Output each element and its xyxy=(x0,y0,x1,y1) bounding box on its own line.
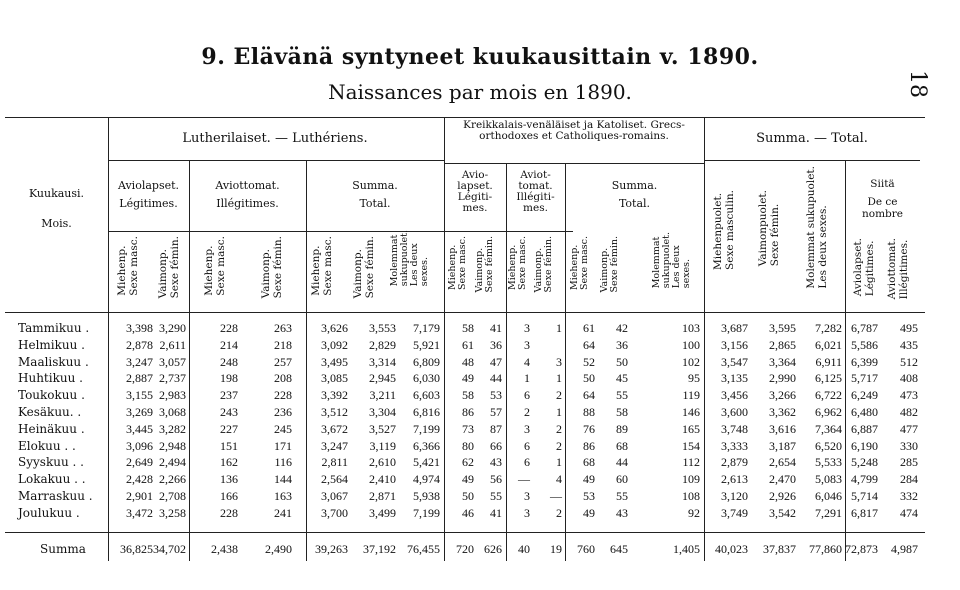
page-title: 9. Elävänä syntyneet kuukausittain v. 1890. xyxy=(201,44,759,70)
summa-cell: 4,987 xyxy=(891,542,918,556)
header-female: Vaimonp. Sexe fémin. xyxy=(157,236,181,299)
table-cell: 332 xyxy=(900,489,918,503)
table-cell: 5,533 xyxy=(815,455,842,470)
summa-cell: 1,405 xyxy=(673,542,700,556)
summa-row-label: Summa xyxy=(40,542,86,556)
table-cell: 3,304 xyxy=(369,405,396,419)
table-cell: 86 xyxy=(462,405,474,419)
table-cell: 473 xyxy=(900,388,918,403)
table-cell: 208 xyxy=(274,371,292,386)
summa-cell: 645 xyxy=(610,542,628,556)
table-cell: 6,722 xyxy=(815,388,842,403)
table-cell: 171 xyxy=(274,438,292,453)
month-label: Toukokuu . xyxy=(18,388,85,403)
table-cell: 2,948 xyxy=(159,438,186,453)
table-cell: 144 xyxy=(274,472,292,487)
table-cell: 241 xyxy=(274,505,292,520)
table-cell: 3,547 xyxy=(721,354,748,369)
table-cell: 3,445 xyxy=(126,421,153,436)
table-cell: 5,586 xyxy=(851,337,878,352)
header-both: Molemmat sukupuolet. Les deux sexes. xyxy=(651,232,692,289)
month-label: Joulukuu . xyxy=(18,505,80,520)
summa-cell: 36,825 xyxy=(120,542,153,556)
month-label: Heinäkuu . xyxy=(18,421,85,436)
table-cell: 3,495 xyxy=(321,354,348,369)
table-cell: 55 xyxy=(616,388,628,403)
table-cell: 6,809 xyxy=(413,354,440,369)
summa-cell: 40 xyxy=(518,542,530,556)
table-cell: 1 xyxy=(556,405,562,419)
table-cell: 50 xyxy=(616,354,628,369)
table-cell: 3,600 xyxy=(721,405,748,419)
table-cell: 3,749 xyxy=(721,505,748,520)
table-cell: 64 xyxy=(583,388,595,403)
table-cell: 2 xyxy=(524,405,530,419)
table-cell: 6,030 xyxy=(413,371,440,386)
table-cell: — xyxy=(518,472,530,487)
table-cell: 2,410 xyxy=(369,472,396,487)
table-cell: 58 xyxy=(616,405,628,419)
table-cell: 237 xyxy=(220,388,238,403)
table-cell: 3,211 xyxy=(369,388,396,403)
table-cell: 3,364 xyxy=(769,354,796,369)
table-cell: 7,199 xyxy=(413,505,440,520)
table-cell: 55 xyxy=(616,489,628,503)
table-cell: 6,520 xyxy=(815,438,842,453)
table-cell: 53 xyxy=(583,489,595,503)
summa-cell: 34,702 xyxy=(153,542,186,556)
table-cell: 5,083 xyxy=(815,472,842,487)
table-cell: 112 xyxy=(682,455,700,470)
table-cell: 2,708 xyxy=(159,489,186,503)
table-cell: 95 xyxy=(688,371,700,386)
table-cell: 6,787 xyxy=(851,321,878,335)
table-cell: 3,616 xyxy=(769,421,796,436)
table-cell: 5,921 xyxy=(413,337,440,352)
table-cell: 2,613 xyxy=(721,472,748,487)
table-cell: 2,428 xyxy=(126,472,153,487)
table-cell: 154 xyxy=(682,438,700,453)
table-cell: 41 xyxy=(490,321,502,335)
table-cell: 3,247 xyxy=(321,438,348,453)
summa-cell: 72,873 xyxy=(845,542,878,556)
table-cell: — xyxy=(550,489,562,503)
table-cell: 60 xyxy=(616,472,628,487)
table-cell: 3,553 xyxy=(369,321,396,335)
table-cell: 5,714 xyxy=(851,489,878,503)
table-cell: 92 xyxy=(688,505,700,520)
header-male: Miehenp. Sexe masc. xyxy=(507,236,528,291)
table-cell: 4 xyxy=(524,354,530,369)
table-cell: 2 xyxy=(556,438,562,453)
table-cell: 45 xyxy=(616,371,628,386)
table-cell: 58 xyxy=(462,388,474,403)
table-cell: 61 xyxy=(583,321,595,335)
table-cell: 50 xyxy=(462,489,474,503)
table-cell: 284 xyxy=(900,472,918,487)
table-cell: 49 xyxy=(583,472,595,487)
table-cell: 2,649 xyxy=(126,455,153,470)
table-cell: 2,611 xyxy=(159,337,186,352)
table-cell: 151 xyxy=(220,438,238,453)
table-cell: 3,542 xyxy=(769,505,796,520)
month-label: Syyskuu . . xyxy=(18,455,84,470)
table-cell: 88 xyxy=(583,405,595,419)
header-female: Vaimonp. Sexe fémin. xyxy=(260,236,284,299)
table-cell: 2,564 xyxy=(321,472,348,487)
table-cell: 3,527 xyxy=(369,421,396,436)
table-cell: 89 xyxy=(616,421,628,436)
table-cell: 87 xyxy=(490,421,502,436)
g-legit-header: Avio- lapset. Légiti- mes. xyxy=(457,169,493,214)
table-cell: 228 xyxy=(274,388,292,403)
table-cell: 2,737 xyxy=(159,371,186,386)
summa-cell: 626 xyxy=(484,542,502,556)
table-cell: 2,879 xyxy=(721,455,748,470)
table-cell: 3,333 xyxy=(721,438,748,453)
table-cell: 243 xyxy=(220,405,238,419)
table-cell: 6,911 xyxy=(815,354,842,369)
header-male: Miehenp. Sexe masc. xyxy=(203,236,227,296)
lutheran-header: Lutherilaiset. — Luthériens. xyxy=(182,131,368,146)
table-cell: 1 xyxy=(524,371,530,386)
table-cell: 62 xyxy=(462,455,474,470)
table-cell: 50 xyxy=(583,371,595,386)
table-cell: 2,654 xyxy=(769,455,796,470)
table-cell: 3,068 xyxy=(159,405,186,419)
header-female: Vaimonp. Sexe fémin. xyxy=(599,236,620,293)
table-cell: 6 xyxy=(524,455,530,470)
summa-cell: 37,837 xyxy=(763,542,796,556)
table-cell: 1 xyxy=(556,371,562,386)
table-cell: 163 xyxy=(274,489,292,503)
table-cell: 4,974 xyxy=(413,472,440,487)
table-cell: 6,046 xyxy=(815,489,842,503)
table-cell: 435 xyxy=(900,337,918,352)
header-male: Miehenp. Sexe masc. xyxy=(447,236,468,291)
table-cell: 6,125 xyxy=(815,371,842,386)
table-cell: 5,248 xyxy=(851,455,878,470)
legit-header: Aviolapset. Légitimes. xyxy=(117,179,180,210)
table-cell: 136 xyxy=(220,472,238,487)
table-cell: 408 xyxy=(900,371,918,386)
month-label: Tammikuu . xyxy=(18,321,90,335)
table-cell: 43 xyxy=(490,455,502,470)
table-cell: 5,421 xyxy=(413,455,440,470)
table-cell: 474 xyxy=(900,505,918,520)
table-cell: 41 xyxy=(490,505,502,520)
table-cell: 49 xyxy=(462,472,474,487)
table-cell: 3,156 xyxy=(721,337,748,352)
summa-cell: 39,263 xyxy=(315,542,348,556)
table-cell: 5,938 xyxy=(413,489,440,503)
table-cell: 80 xyxy=(462,438,474,453)
table-cell: 2,470 xyxy=(769,472,796,487)
header-male: Miehenp. Sexe masc. xyxy=(569,236,590,291)
table-cell: 3,512 xyxy=(321,405,348,419)
table-cell: 477 xyxy=(900,421,918,436)
table-cell: 236 xyxy=(274,405,292,419)
table-cell: 2,926 xyxy=(769,489,796,503)
table-cell: 263 xyxy=(274,321,292,335)
table-cell: 3 xyxy=(524,321,530,335)
table-cell: 57 xyxy=(490,405,502,419)
table-cell: 3,398 xyxy=(126,321,153,335)
table-cell: 3,595 xyxy=(769,321,796,335)
table-cell: 6 xyxy=(524,388,530,403)
summa-cell: 2,438 xyxy=(211,542,238,556)
header-male: Miehenp. Sexe masc. xyxy=(310,236,334,296)
table-cell: 495 xyxy=(900,321,918,335)
header-female: Vaimonp. Sexe fémin. xyxy=(474,236,495,293)
table-cell: 227 xyxy=(220,421,238,436)
table-cell: 6,399 xyxy=(851,354,878,369)
table-cell: 6,817 xyxy=(851,505,878,520)
table-cell: 165 xyxy=(682,421,700,436)
month-label: Huhtikuu . xyxy=(18,371,83,386)
summa-cell: 720 xyxy=(456,542,474,556)
table-cell: 2,901 xyxy=(126,489,153,503)
table-cell: 3,626 xyxy=(321,321,348,335)
table-cell: 3,362 xyxy=(769,405,796,419)
table-cell: 6,962 xyxy=(815,405,842,419)
table-cell: 5,717 xyxy=(851,371,878,386)
table-cell: 3,187 xyxy=(769,438,796,453)
table-cell: 116 xyxy=(274,455,292,470)
month-label: Elokuu . . xyxy=(18,438,76,453)
table-cell: 218 xyxy=(274,337,292,352)
table-cell: 44 xyxy=(616,455,628,470)
table-cell: 2,945 xyxy=(369,371,396,386)
table-cell: 108 xyxy=(682,489,700,503)
table-cell: 49 xyxy=(462,371,474,386)
table-cell: 228 xyxy=(220,505,238,520)
table-cell: 3,392 xyxy=(321,388,348,403)
table-cell: 44 xyxy=(490,371,502,386)
header-female: Vaimonp. Sexe fémin. xyxy=(533,236,554,293)
table-cell: 49 xyxy=(583,505,595,520)
table-cell: 6,190 xyxy=(851,438,878,453)
header-male: Miehenp. Sexe masc. xyxy=(116,236,140,296)
table-cell: 3,258 xyxy=(159,505,186,520)
table-cell: 6,816 xyxy=(413,405,440,419)
table-cell: 2 xyxy=(556,505,562,520)
table-cell: 47 xyxy=(490,354,502,369)
table-cell: 42 xyxy=(616,321,628,335)
table-cell: 3,672 xyxy=(321,421,348,436)
table-cell: 3,499 xyxy=(369,505,396,520)
table-cell: 3,057 xyxy=(159,354,186,369)
table-cell: 3,096 xyxy=(126,438,153,453)
table-cell: 4 xyxy=(556,472,562,487)
summa-cell: 76,455 xyxy=(407,542,440,556)
table-cell: 6,249 xyxy=(851,388,878,403)
table-cell: 3 xyxy=(524,505,530,520)
page-number: 18 xyxy=(905,70,930,98)
table-cell: 2 xyxy=(556,388,562,403)
table-cell: 3,687 xyxy=(721,321,748,335)
table-cell: 3 xyxy=(524,489,530,503)
g-illegit-header: Aviot- tomat. Illégiti- mes. xyxy=(516,169,555,214)
table-cell: 3 xyxy=(524,421,530,436)
summa-cell: 760 xyxy=(577,542,595,556)
table-cell: 7,364 xyxy=(815,421,842,436)
month-label: Maaliskuu . xyxy=(18,354,89,369)
table-cell: 245 xyxy=(274,421,292,436)
table-cell: 73 xyxy=(462,421,474,436)
table-cell: 3,247 xyxy=(126,354,153,369)
table-cell: 6,603 xyxy=(413,388,440,403)
header-total-female: Vaimonpuolet. Sexe fémin. xyxy=(757,190,781,267)
table-cell: 2,494 xyxy=(159,455,186,470)
table-cell: 3,085 xyxy=(321,371,348,386)
table-cell: 2,865 xyxy=(769,337,796,352)
table-cell: 64 xyxy=(583,337,595,352)
summa-cell: 37,192 xyxy=(363,542,396,556)
table-cell: 1 xyxy=(556,455,562,470)
table-cell: 58 xyxy=(462,321,474,335)
table-cell: 228 xyxy=(220,321,238,335)
table-cell: 55 xyxy=(490,489,502,503)
table-cell: 119 xyxy=(682,388,700,403)
table-cell: 3,472 xyxy=(126,505,153,520)
table-cell: 56 xyxy=(490,472,502,487)
table-cell: 3,314 xyxy=(369,354,396,369)
table-cell: 68 xyxy=(583,455,595,470)
table-cell: 7,199 xyxy=(413,421,440,436)
summa-cell: 2,490 xyxy=(265,542,292,556)
table-cell: 2,990 xyxy=(769,371,796,386)
table-cell: 285 xyxy=(900,455,918,470)
table-cell: 1 xyxy=(556,321,562,335)
table-cell: 53 xyxy=(490,388,502,403)
table-cell: 68 xyxy=(616,438,628,453)
table-cell: 2,878 xyxy=(126,337,153,352)
illegit-header: Aviottomat. Illégitimes. xyxy=(215,179,280,210)
table-cell: 36 xyxy=(490,337,502,352)
header-female: Vaimonp. Sexe fémin. xyxy=(352,236,376,299)
table-cell: 102 xyxy=(682,354,700,369)
summa-cell: 77,860 xyxy=(809,542,842,556)
table-cell: 2,983 xyxy=(159,388,186,403)
g-summa-header: Summa. Total. xyxy=(611,179,658,210)
table-cell: 6,366 xyxy=(413,438,440,453)
month-header: Kuukausi. Mois. xyxy=(28,187,85,230)
table-cell: 6,021 xyxy=(815,337,842,352)
table-cell: 3,120 xyxy=(721,489,748,503)
table-cell: 2,887 xyxy=(126,371,153,386)
month-label: Kesäkuu. . xyxy=(18,405,82,419)
table-cell: 198 xyxy=(220,371,238,386)
table-cell: 3,700 xyxy=(321,505,348,520)
table-cell: 52 xyxy=(583,354,595,369)
summa-cell: 19 xyxy=(550,542,562,556)
table-cell: 512 xyxy=(900,354,918,369)
table-cell: 3,748 xyxy=(721,421,748,436)
table-cell: 6,887 xyxy=(851,421,878,436)
table-cell: 100 xyxy=(682,337,700,352)
summa-header: Summa. Total. xyxy=(352,179,398,210)
page-subtitle: Naissances par mois en 1890. xyxy=(328,80,632,104)
table-cell: 2,811 xyxy=(321,455,348,470)
table-cell: 3,119 xyxy=(369,438,396,453)
table-cell: 2,871 xyxy=(369,489,396,503)
table-cell: 3 xyxy=(524,337,530,352)
summa-total-header: Summa. — Total. xyxy=(756,131,868,146)
table-cell: 3,269 xyxy=(126,405,153,419)
table-cell: 76 xyxy=(583,421,595,436)
month-label: Helmikuu . xyxy=(18,337,85,352)
table-cell: 2,829 xyxy=(369,337,396,352)
table-cell: 86 xyxy=(583,438,595,453)
header-both: Molemmat sukupuolet. Les deux sexes. xyxy=(389,230,430,287)
table-cell: 166 xyxy=(220,489,238,503)
summa-cell: 40,023 xyxy=(715,542,748,556)
table-cell: 3,266 xyxy=(769,388,796,403)
table-cell: 2,266 xyxy=(159,472,186,487)
month-label: Marraskuu . xyxy=(18,489,93,503)
table-cell: 61 xyxy=(462,337,474,352)
table-cell: 48 xyxy=(462,354,474,369)
table-cell: 6 xyxy=(524,438,530,453)
table-cell: 257 xyxy=(274,354,292,369)
table-cell: 6,480 xyxy=(851,405,878,419)
table-cell: 3,282 xyxy=(159,421,186,436)
table-cell: 43 xyxy=(616,505,628,520)
table-cell: 248 xyxy=(220,354,238,369)
table-cell: 66 xyxy=(490,438,502,453)
table-cell: 3,290 xyxy=(159,321,186,335)
table-cell: 7,282 xyxy=(815,321,842,335)
table-cell: 330 xyxy=(900,438,918,453)
table-cell: 7,291 xyxy=(815,505,842,520)
table-cell: 214 xyxy=(220,337,238,352)
table-cell: 3,092 xyxy=(321,337,348,352)
table-cell: 3,155 xyxy=(126,388,153,403)
table-cell: 2 xyxy=(556,421,562,436)
table-cell: 7,179 xyxy=(413,321,440,335)
table-cell: 4,799 xyxy=(851,472,878,487)
table-cell: 3,456 xyxy=(721,388,748,403)
table-cell: 3 xyxy=(556,354,562,369)
table-cell: 146 xyxy=(682,405,700,419)
table-cell: 109 xyxy=(682,472,700,487)
table-cell: 36 xyxy=(616,337,628,352)
header-total-both: Molemmat sukupuolet. Les deux sexes. xyxy=(805,166,829,289)
table-cell: 482 xyxy=(900,405,918,419)
table-cell: 46 xyxy=(462,505,474,520)
table-cell: 103 xyxy=(682,321,700,335)
greek-header: Kreikkalais-venäläiset ja Katoliset. Grecs-orthodoxes et Catholiques-romains. xyxy=(463,119,685,142)
header-siita-illegit: Aviottomat. Illégitimes. xyxy=(886,238,910,300)
table-cell: 3,067 xyxy=(321,489,348,503)
header-siita-legit: Aviolapset. Légitimes. xyxy=(852,238,876,297)
table-cell: 2,610 xyxy=(369,455,396,470)
table-cell: 162 xyxy=(220,455,238,470)
month-label: Lokakuu . . xyxy=(18,472,86,487)
siita-header: Siitä De ce nombre xyxy=(862,178,903,220)
table-cell: 3,135 xyxy=(721,371,748,386)
header-total-male: Miehenpuolet. Sexe masculin. xyxy=(712,190,736,270)
